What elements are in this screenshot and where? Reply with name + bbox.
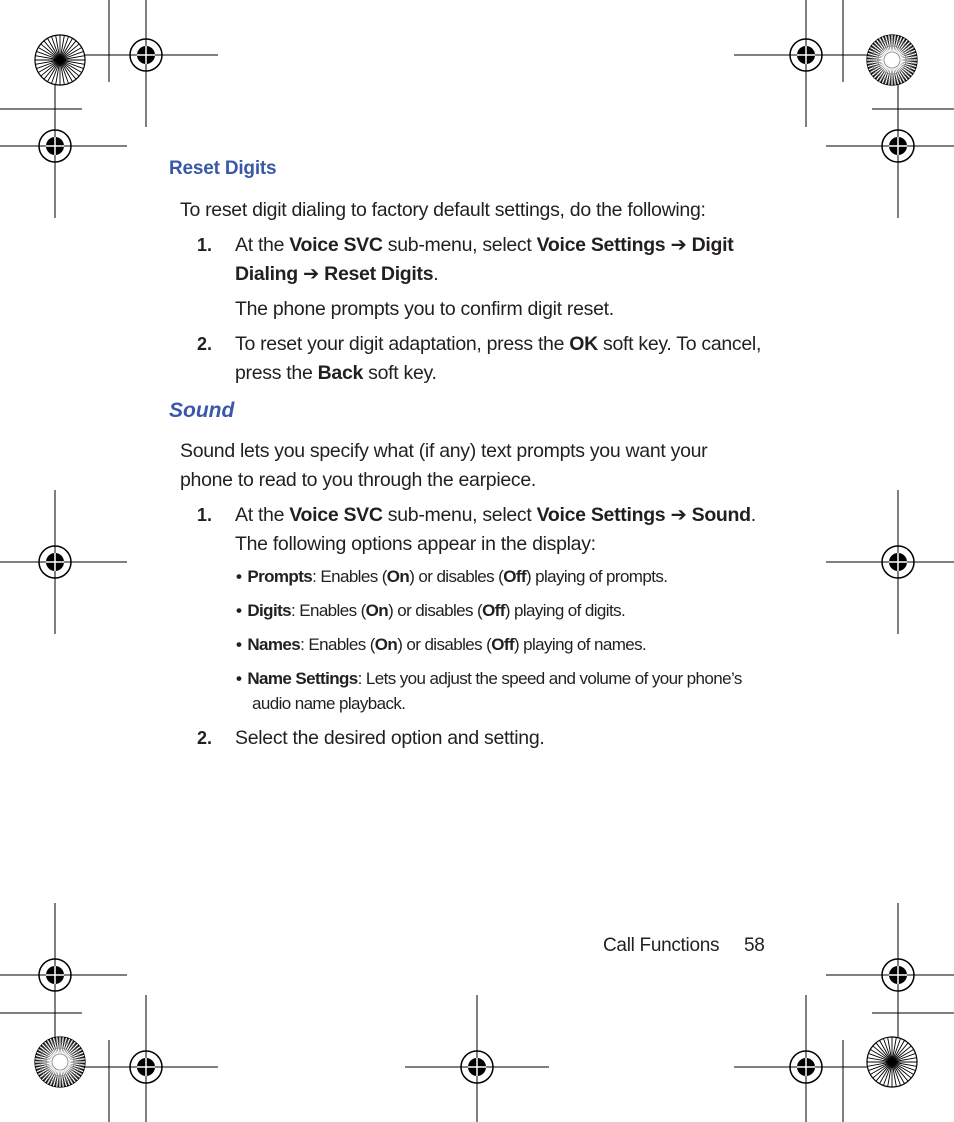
bullet-prompts: • Prompts: Enables (On) or disables (Off) playing of prompts. [236, 567, 668, 586]
step-number: 2. [197, 728, 213, 748]
sound-step1-line1: At the Voice SVC sub-menu, select Voice Settings ➔ Sound. [235, 504, 756, 526]
sound-step2-text: Select the desired option and setting. [235, 727, 545, 749]
reset-digits-heading: Reset Digits [169, 158, 277, 179]
sound-heading: Sound [169, 399, 235, 422]
reset-step2-line1: To reset your digit adaptation, press the OK soft key. To cancel, [235, 333, 762, 355]
footer-chapter: Call Functions [603, 935, 720, 956]
step-number: 2. [197, 334, 213, 354]
bullet-names: • Names: Enables (On) or disables (Off) playing of names. [236, 635, 647, 654]
page-number: 58 [744, 935, 765, 956]
bullet-name-settings: • Name Settings: Lets you adjust the speed and volume of your phone’s [236, 669, 742, 688]
reset-intro-text: To reset digit dialing to factory default settings, do the following: [180, 199, 706, 221]
reset-step2-line2: press the Back soft key. [235, 362, 437, 384]
sound-intro-line2: phone to read to you through the earpiece. [180, 469, 537, 491]
bullet-digits: • Digits: Enables (On) or disables (Off) playing of digits. [236, 601, 626, 620]
sound-intro-line1: Sound lets you specify what (if any) text prompts you want your [180, 440, 708, 462]
reset-step1-note: The phone prompts you to confirm digit reset. [235, 298, 614, 320]
step-number: 1. [197, 235, 213, 255]
reset-step1-line2: Dialing ➔ Reset Digits. [235, 263, 439, 285]
bullet-name-settings-line2: audio name playback. [252, 694, 406, 713]
step-number: 1. [197, 505, 213, 525]
reset-step1-line1: At the Voice SVC sub-menu, select Voice Settings ➔ Digit [235, 234, 734, 256]
sound-step1-line2: The following options appear in the display: [235, 533, 596, 555]
